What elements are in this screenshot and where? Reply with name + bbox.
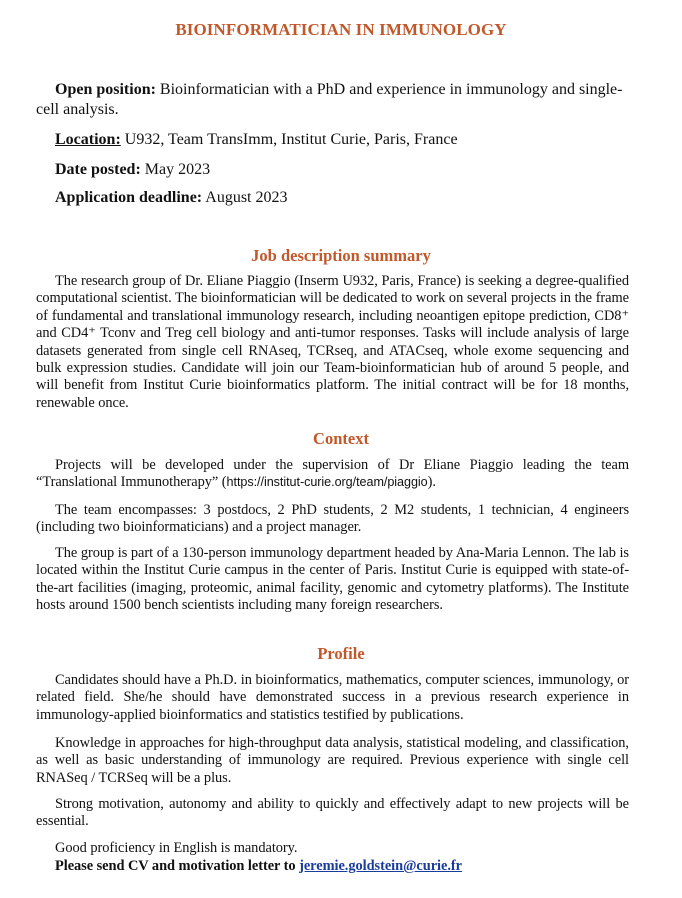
context-heading: Context bbox=[313, 429, 369, 448]
date-posted-value: May 2023 bbox=[140, 161, 211, 178]
job-summary-text: The research group of Dr. Eliane Piaggio (Inserm U932, Paris, France) is seeking a degree-qualified computational scientist. The bioinformatician will be dedicated to work on several projects in the frame of fundamental and translational immunology research, including neoantigen epitope prediction, CD8⁺ and CD4⁺ Tconv and Treg cell biology and anti-tumor responses. Tasks will include analysis of large datasets generated from single cell RNAseq, TCRseq, and ATACseq, whole exome sequencing and bulk expression studies. Candidate will join our Team-bioinformatician hub of around 5 people, and will benefit from Institut Curie bioinformatics platform. The initial contract will be for 18 months, renewable once. bbox=[36, 273, 629, 411]
context-p1-text: Projects will be developed under the supervision of Dr Eliane Piaggio leading the team “Translational Immunotherapy” ( bbox=[36, 457, 629, 491]
job-summary-heading: Job description summary bbox=[251, 246, 431, 265]
profile-paragraph-4: Good proficiency in English is mandatory. bbox=[55, 840, 298, 856]
context-paragraph-1 bbox=[36, 457, 629, 492]
date-posted bbox=[36, 160, 630, 180]
profile-paragraph-2: Knowledge in approaches for high-throughput data analysis, statistical modeling, and classification, as well as basic understanding of immunology are required. Previous experience with single cell RNASeq / TCRSeq will be a plus. bbox=[36, 735, 629, 786]
open-position-label: Open position: bbox=[55, 81, 156, 98]
date-posted-label: Date posted: bbox=[55, 161, 141, 178]
open-position bbox=[36, 80, 630, 120]
location-label: Location: bbox=[55, 131, 121, 148]
page-title: BIOINFORMATICIAN IN IMMUNOLOGY bbox=[175, 20, 507, 39]
profile-paragraph-3: Strong motivation, autonomy and ability to quickly and effectively adapt to new projects will be essential. bbox=[36, 796, 629, 830]
deadline-label: Application deadline: bbox=[55, 189, 203, 206]
open-position-value: Bioinformatician with a PhD and experience in immunology and single-cell analysis. bbox=[36, 81, 623, 118]
contact-email-link[interactable]: jeremie.goldstein@curie.fr bbox=[299, 858, 462, 874]
context-p1-end: ). bbox=[427, 474, 436, 491]
location bbox=[36, 130, 630, 150]
context-paragraph-3: The group is part of a 130-person immunology department headed by Ana-Maria Lennon. The lab is located within the Institut Curie campus in the center of Paris. Institut Curie is equipped with state-of-the-art facilities (imaging, proteomic, animal facility, genomic and cytometry platforms). The Institute hosts around 1500 bench scientists including many foreign researchers. bbox=[36, 545, 629, 614]
team-url[interactable]: https://institut-curie.org/team/piaggio bbox=[226, 475, 428, 490]
profile-paragraph-1: Candidates should have a Ph.D. in bioinformatics, mathematics, computer sciences, immunology, or related field. She/he should have demonstrated success in a previous research experience in immunology-applied bioinformatics and statistics testified by publications. bbox=[36, 672, 629, 723]
contact-instruction: Please send CV and motivation letter to bbox=[55, 858, 300, 874]
application-deadline bbox=[36, 188, 630, 208]
deadline-value: August 2023 bbox=[202, 189, 288, 206]
context-paragraph-2: The team encompasses: 3 postdocs, 2 PhD students, 2 M2 students, 1 technician, 4 engineers (including two bioinformaticians) and a project manager. bbox=[36, 502, 629, 536]
profile-paragraph-5 bbox=[36, 858, 629, 875]
profile-heading: Profile bbox=[317, 644, 365, 663]
location-value: U932, Team TransImm, Institut Curie, Paris, France bbox=[120, 131, 458, 148]
